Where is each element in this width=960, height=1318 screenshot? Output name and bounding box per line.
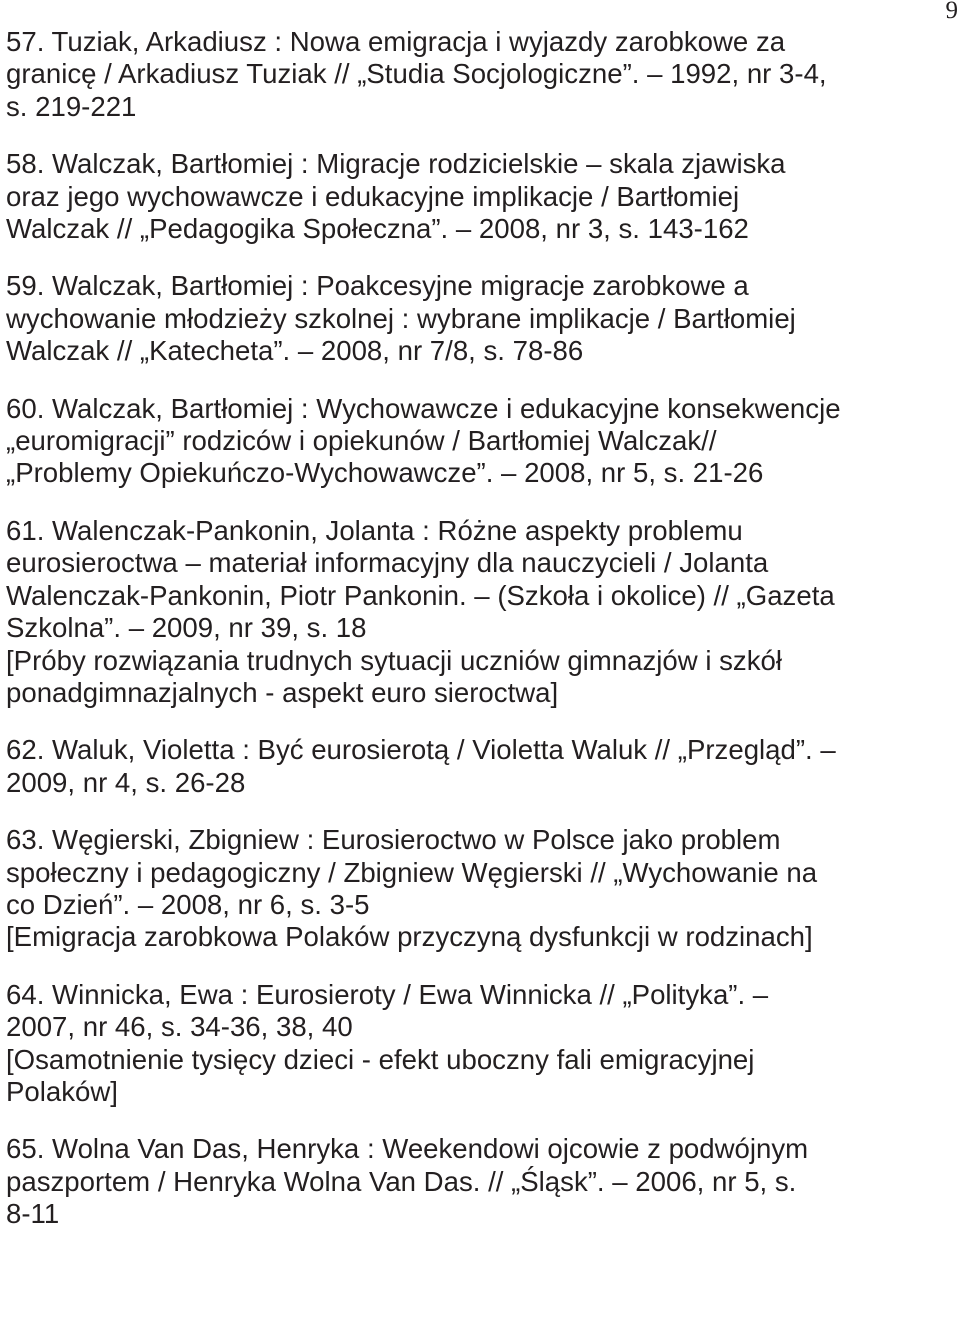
entry-note-line: Polaków] [6,1075,118,1107]
entry-line: 59. Walczak, Bartłomiej : Poakcesyjne migracje zarobkowe a [6,270,749,302]
entry-line: paszportem / Henryka Wolna Van Das. // „Śląsk”. – 2006, nr 5, s. [6,1165,797,1197]
bibliography-entry-57 [6,26,956,123]
bibliography-list [6,26,956,1256]
entry-line: 61. Walenczak-Pankonin, Jolanta : Różne aspekty problemu [6,514,743,546]
entry-line: granicę / Arkadiusz Tuziak // „Studia Socjologiczne”. – 1992, nr 3-4, [6,58,827,90]
bibliography-entry-62 [6,734,956,799]
bibliography-entry-63 [6,824,956,954]
entry-line: 62. Waluk, Violetta : Być eurosierotą / Violetta Waluk // „Przegląd”. – [6,734,836,766]
entry-line: s. 219-221 [6,90,137,122]
entry-line: 57. Tuziak, Arkadiusz : Nowa emigracja i wyjazdy zarobkowe za [6,26,786,57]
entry-line: wychowanie młodzieży szkolnej : wybrane implikacje / Bartłomiej [6,302,796,334]
bibliography-entry-61 [6,515,956,709]
entry-line: Walczak // „Katecheta”. – 2008, nr 7/8, s. 78-86 [6,335,584,367]
entry-line: 8-11 [6,1198,60,1230]
bibliography-entry-58 [6,148,956,245]
entry-line: co Dzień”. – 2008, nr 6, s. 3-5 [6,888,370,920]
entry-line: społeczny i pedagogiczny / Zbigniew Węgierski // „Wychowanie na [6,856,818,888]
entry-note-line: [Próby rozwiązania trudnych sytuacji uczniów gimnazjów i szkół [6,644,783,676]
entry-note-line: [Emigracja zarobkowa Polaków przyczyną dysfunkcji w rodzinach] [6,921,813,953]
entry-line: „euromigracji” rodziców i opiekunów / Bartłomiej Walczak// [6,425,717,457]
entry-note-line: [Osamotnienie tysięcy dzieci - efekt uboczny fali emigracyjnej [6,1043,755,1075]
entry-line: 63. Węgierski, Zbigniew : Eurosieroctwo w Polsce jako problem [6,824,781,856]
entry-line: 2007, nr 46, s. 34-36, 38, 40 [6,1011,353,1043]
entry-line: Walenczak-Pankonin, Piotr Pankonin. – (Szkoła i okolice) // „Gazeta [6,579,835,611]
bibliography-entry-64 [6,979,956,1109]
entry-line: oraz jego wychowawcze i edukacyjne implikacje / Bartłomiej [6,180,740,212]
entry-line: 60. Walczak, Bartłomiej : Wychowawcze i edukacyjne konsekwencje [6,392,841,424]
bibliography-entry-65 [6,1133,956,1230]
entry-line: Szkolna”. – 2009, nr 39, s. 18 [6,612,367,644]
entry-line: 65. Wolna Van Das, Henryka : Weekendowi ojcowie z podwójnym [6,1133,809,1165]
entry-line: „Problemy Opiekuńczo-Wychowawcze”. – 2008, nr 5, s. 21-26 [6,457,764,489]
entry-line: 64. Winnicka, Ewa : Eurosieroty / Ewa Winnicka // „Polityka”. – [6,978,769,1010]
entry-line: eurosieroctwa – materiał informacyjny dla nauczycieli / Jolanta [6,547,769,579]
entry-line: 58. Walczak, Bartłomiej : Migracje rodzicielskie – skala zjawiska [6,148,786,180]
entry-line: Walczak // „Pedagogika Społeczna”. – 2008, nr 3, s. 143-162 [6,213,749,245]
entry-line: 2009, nr 4, s. 26-28 [6,766,246,798]
page-number: 9 [945,0,958,24]
bibliography-entry-59 [6,270,956,367]
bibliography-entry-60 [6,393,956,490]
entry-note-line: ponadgimnazjalnych - aspekt euro sieroctwa] [6,676,559,708]
